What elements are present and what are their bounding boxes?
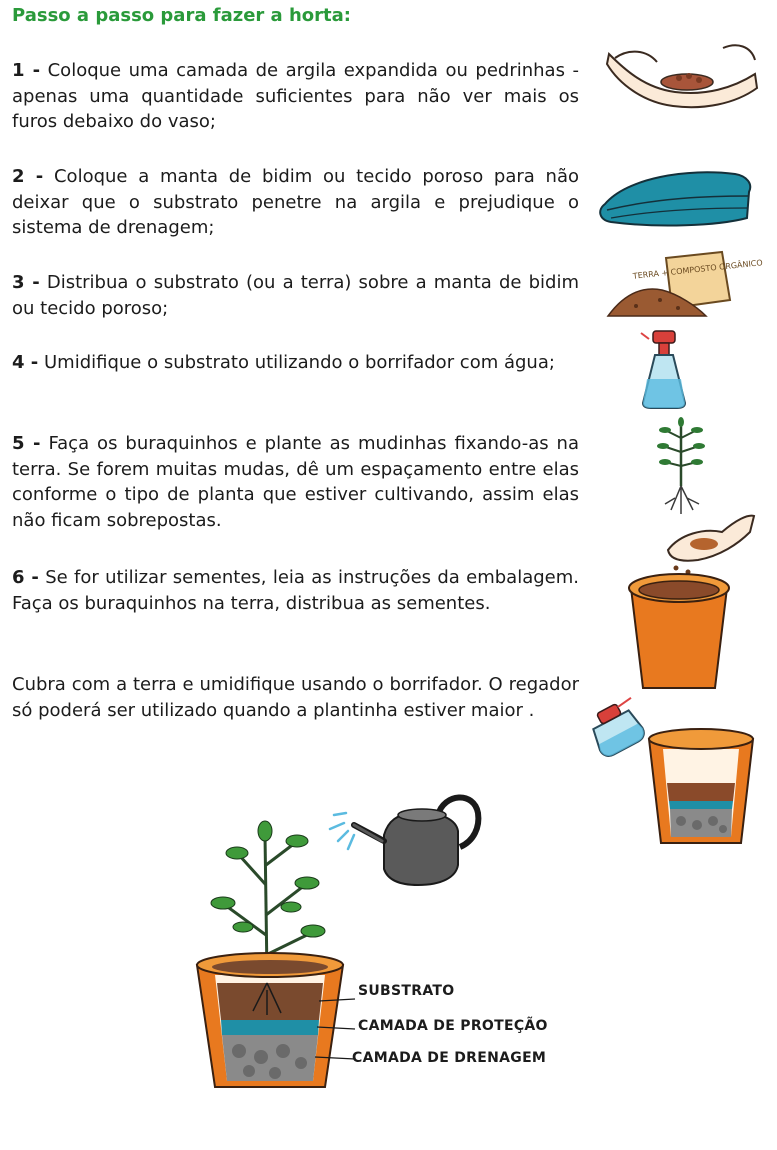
step-number: 1 - [12, 60, 41, 81]
step-number: 3 - [12, 272, 40, 293]
step-text: Se for utilizar sementes, leia as instruções da embalagem. Faça os buraquinhos na terra, distribua as sementes. [12, 567, 579, 614]
soil-bag-icon [606, 250, 764, 320]
step-3 [12, 270, 579, 321]
seedling-icon [655, 416, 707, 516]
step-number: 2 - [12, 166, 44, 187]
bag-label: TERRA + COMPOSTO ORGÂNICO [632, 258, 764, 281]
closing-text: Cubra com a terra e umidifique usando o borrifador. O regador só poderá ser utilizado quando a plantinha estiver maior . [12, 674, 579, 721]
step-5 [12, 431, 579, 533]
step-number: 4 - [12, 352, 39, 373]
label-drainage-layer: CAMADA DE DRENAGEM [352, 1050, 547, 1066]
step-text: Distribua o substrato (ou a terra) sobre a manta de bidim ou tecido poroso; [12, 272, 579, 319]
step-number: 6 - [12, 567, 39, 588]
hand-holding-clay-icon [605, 40, 760, 112]
hand-sowing-seeds-icon [664, 510, 756, 578]
plant-in-pot-icon [195, 815, 345, 1090]
page-title: Passo a passo para fazer a horta: [12, 5, 351, 26]
folded-fabric-icon [597, 160, 757, 232]
step-text: Coloque uma camada de argila expandida ou pedrinhas - apenas uma quantidade suficientes para não ver mais os furos debaixo do vaso; [12, 60, 579, 132]
step-text: Coloque a manta de bidim ou tecido poroso para não deixar que o substrato penetre na argila e prejudique o sistema de drenagem; [12, 166, 579, 238]
step-6 [12, 565, 579, 616]
step-2 [12, 164, 579, 241]
step-1 [12, 58, 579, 135]
step-number: 5 - [12, 433, 41, 454]
step-4 [12, 350, 579, 376]
pot-cross-section-icon [645, 725, 757, 847]
label-protection-layer: CAMADA DE PROTEÇÃO [358, 1018, 548, 1034]
step-text: Umidifique o substrato utilizando o borrifador com água; [44, 352, 555, 373]
watering-can-icon [328, 785, 490, 889]
spray-bottle-icon [639, 327, 691, 409]
label-substrate: SUBSTRATO [358, 983, 455, 999]
step-text: Faça os buraquinhos e plante as mudinhas fixando-as na terra. Se forem muitas mudas, dê um espaçamento entre elas conforme o tipo de planta que estiver cultivando, assim elas não ficam sobrepostas. [12, 433, 579, 531]
pot-with-soil-icon [625, 570, 733, 692]
